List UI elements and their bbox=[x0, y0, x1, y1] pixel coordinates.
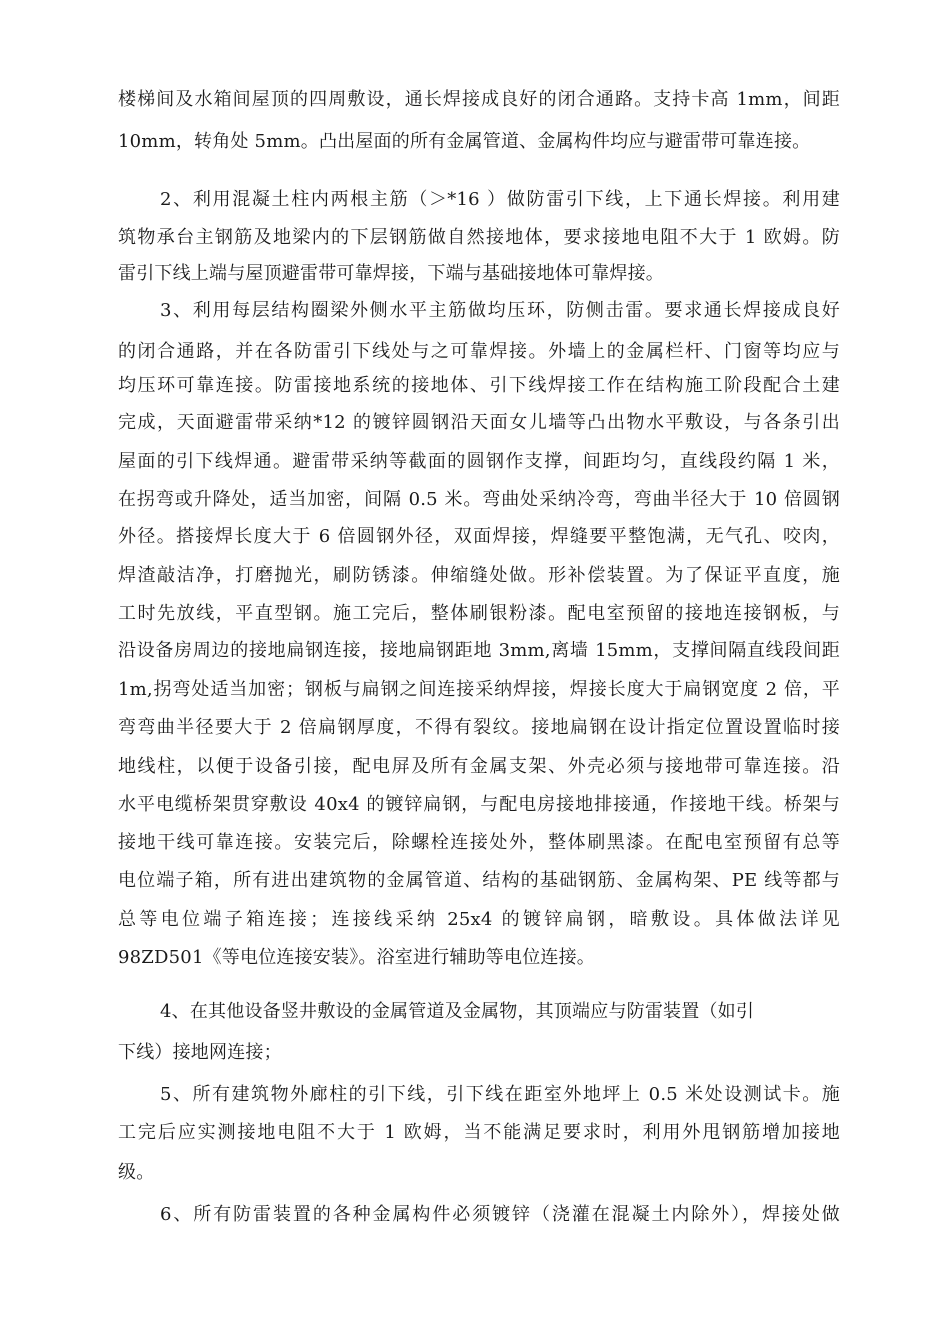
text-line: 筑物承台主钢筋及地梁内的下层钢筋做自然接地体，要求接地电阻不大于 1 欧姆。防 bbox=[118, 227, 840, 248]
text-line: 电位端子箱，所有进出建筑物的金属管道、结构的基础钢筋、金属构架、PE 线等都与 bbox=[118, 870, 840, 891]
text-line: 沿设备房周边的接地扁钢连接，接地扁钢距地 3mm,离墙 15mm，支撑间隔直线段间距 bbox=[118, 640, 840, 661]
text-line: 弯弯曲半径要大于 2 倍扁钢厚度，不得有裂纹。接地扁钢在设计指定位置设置临时接 bbox=[118, 717, 840, 738]
paragraph-5-line: 5、所有建筑物外廊柱的引下线，引下线在距室外地坪上 0.5 米处设测试卡。施 bbox=[160, 1084, 840, 1105]
text-line: 屋面的引下线焊通。避雷带采纳等截面的圆钢作支撑，间距均匀，直线段约隔 1 米， bbox=[118, 451, 840, 472]
text-line: 楼梯间及水箱间屋顶的四周敷设，通长焊接成良好的闭合通路。支持卡高 1mm，间距 bbox=[118, 89, 840, 110]
text-line: 10mm，转角处 5mm。凸出屋面的所有金属管道、金属构件均应与避雷带可靠连接。 bbox=[118, 131, 811, 152]
text-line: 均压环可靠连接。防雷接地系统的接地体、引下线焊接工作在结构施工阶段配合土建 bbox=[118, 375, 840, 396]
text-line: 工完后应实测接地电阻不大于 1 欧姆，当不能满足要求时，利用外甩钢筋增加接地 bbox=[118, 1122, 840, 1143]
text-line: 总等电位端子箱连接；连接线采纳 25x4 的镀锌扁钢，暗敷设。具体做法详见 bbox=[118, 909, 840, 930]
text-line: 的闭合通路，并在各防雷引下线处与之可靠焊接。外墙上的金属栏杆、门窗等均应与 bbox=[118, 341, 840, 362]
paragraph-6-line: 6、所有防雷装置的各种金属构件必须镀锌（浇灌在混凝土内除外），焊接处做 bbox=[160, 1204, 840, 1225]
text-line: 水平电缆桥架贯穿敷设 40x4 的镀锌扁钢，与配电房接地排接通，作接地干线。桥架与 bbox=[118, 794, 840, 815]
text-line: 98ZD501《等电位连接安装》。浴室进行辅助等电位连接。 bbox=[118, 947, 595, 968]
text-line: 焊渣敲洁净，打磨抛光，刷防锈漆。伸缩缝处做。形补偿装置。为了保证平直度，施 bbox=[118, 565, 840, 586]
text-line: 1m,拐弯处适当加密；钢板与扁钢之间连接采纳焊接，焊接长度大于扁钢宽度 2 倍，平 bbox=[118, 679, 840, 700]
text-line: 接地干线可靠连接。安装完后，除螺栓连接处外，整体刷黑漆。在配电室预留有总等 bbox=[118, 832, 840, 853]
text-line: 完成，天面避雷带采纳*12 的镀锌圆钢沿天面女儿墙等凸出物水平敷设，与各条引出 bbox=[118, 412, 840, 433]
paragraph-2-line: 2、利用混凝土柱内两根主筋（＞*16 ）做防雷引下线，上下通长焊接。利用建 bbox=[160, 189, 840, 210]
text-line: 雷引下线上端与屋顶避雷带可靠焊接，下端与基础接地体可靠焊接。 bbox=[118, 263, 664, 284]
paragraph-4-line: 4、在其他设备竖井敷设的金属管道及金属物，其顶端应与防雷装置（如引 bbox=[160, 1001, 755, 1022]
text-line: 地线柱，以便于设备引接，配电屏及所有金属支架、外壳必须与接地带可靠连接。沿 bbox=[118, 756, 840, 777]
text-line: 下线）接地网连接； bbox=[118, 1042, 282, 1063]
text-line: 工时先放线，平直型钢。施工完后，整体刷银粉漆。配电室预留的接地连接钢板，与 bbox=[118, 603, 840, 624]
text-line: 级。 bbox=[118, 1162, 155, 1183]
text-line: 在拐弯或升降处，适当加密，间隔 0.5 米。弯曲处采纳冷弯，弯曲半径大于 10 倍圆钢 bbox=[118, 489, 840, 510]
text-line: 外径。搭接焊长度大于 6 倍圆钢外径，双面焊接，焊缝要平整饱满，无气孔、咬肉， bbox=[118, 526, 840, 547]
paragraph-3-line: 3、利用每层结构圈梁外侧水平主筋做均压环，防侧击雷。要求通长焊接成良好 bbox=[160, 300, 840, 321]
